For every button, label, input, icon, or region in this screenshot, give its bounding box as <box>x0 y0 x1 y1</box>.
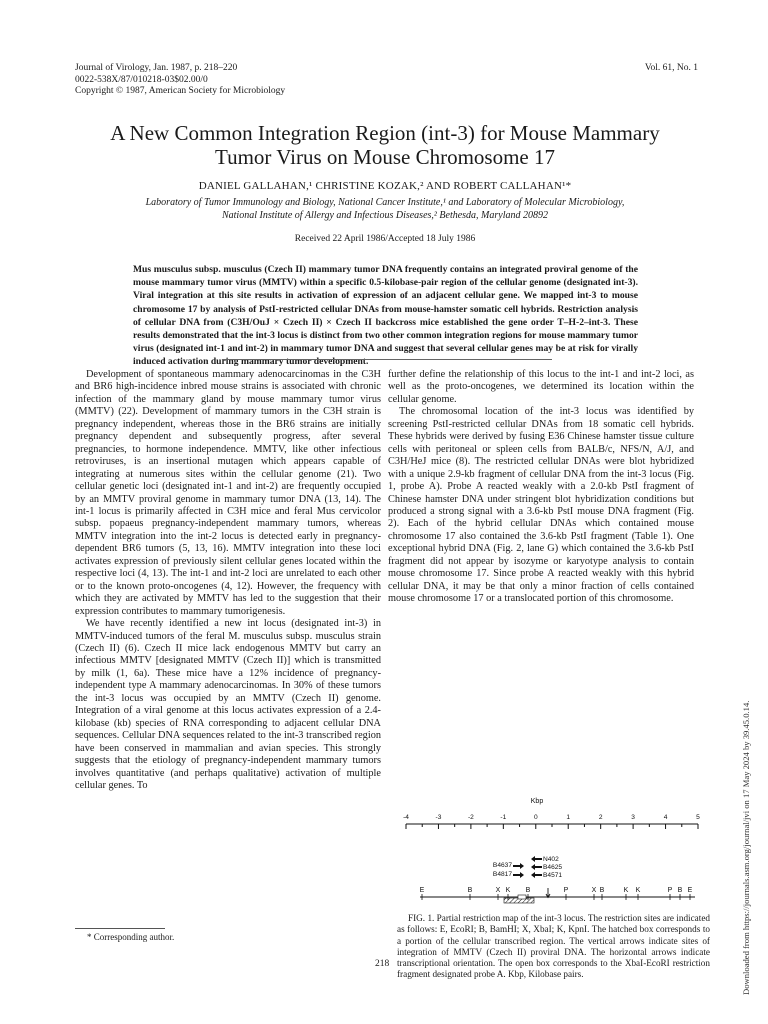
restriction-site-label: E <box>419 887 425 894</box>
restriction-site-label: X <box>591 887 597 894</box>
tick-label: 0 <box>533 814 538 821</box>
abstract: Mus musculus subsp. musculus (Czech II) mammary tumor DNA frequently contains an integrated proviral genome of the mouse mammary tumor virus (MMTV) within a specific 0.5-kilobase-pair region of the cellular genome (designated int-3). Viral integration at this site results in activation of expression of an adjacent cellular gene. We mapped int-3 to mouse chromosome 17 by analysis of PstI-restricted cellular DNAs from mouse-hamster somatic cell hybrids. Restriction analysis of cellular DNA from (C3H/OuJ × Czech II) × Czech II backcross mice established the gene order T–H-2–int-3. These results demonstrated that the int-3 locus is distinct from two other common integration regions for mouse mammary tumor virus (designated int-1 and int-2) in mammary tumor DNA and suggest that several cellular genes may be at risk for virally induced activation during mammary tumor development. <box>133 264 638 368</box>
download-watermark: Downloaded from https://journals.asm.org/journal/jvi on 17 May 2024 by 39.45.0.14. <box>741 700 751 995</box>
restriction-site-label: B <box>467 887 473 894</box>
received-date: Received 22 April 1986/Accepted 18 July 1986 <box>294 234 476 244</box>
figure-caption: FIG. 1. Partial restriction map of the int-3 locus. The restriction sites are indicated as follows: E, EcoRI; B, BamHI; X, XbaI; K, KpnI. The hatched box corresponds to a portion of the cellular transcribed region. The vertical arrows indicate sites of integration of MMTV (Czech II) proviral DNA. The horizontal arrows indicate transcriptional orientation. The open box corresponds to the XbaI-EcoRI restriction fragment designated probe A. Kbp, Kilobase pairs. <box>397 913 710 980</box>
left-arrow-icon <box>531 856 542 862</box>
right-arrow-icon <box>513 863 524 869</box>
restriction-site-label: E <box>687 887 693 894</box>
paragraph: We have recently identified a new int locus (designated int-3) in MMTV-induced tumors of the feral M. musculus subsp. musculus strain (Czech II) (6). Czech II mice lack endogenous MMTV but carry an infectious MMTV [designated MMTV (Czech II)] which is transmitted by milk (1, 6a). These mice have a 12% incidence of pregnancy-independent type A mammary adenocarcinomas. In 30% of these tumors the int-3 locus was occupied by an MMTV (Czech II) genome. Integration of a viral genome at this locus activates expression of a 2.4-kilobase (kb) species of RNA corresponding to adjacent cellular DNA sequences. Cellular DNA sequences related to the int-3 transcribed region have been conserved in mammalian and avian species. This strongly suggests that the etiology of pregnancy-independent mammary tumors involves quantitative (and perhaps qualitative) activation of multiple cellular genes. To <box>75 618 381 791</box>
axis-unit-label: Kbp <box>530 798 544 805</box>
restriction-site-label: K <box>635 887 641 894</box>
paragraph: Development of spontaneous mammary adenocarcinomas in the C3H and BR6 high-incidence inbred mouse strains is associated with chronic infection of the mammary gland by mouse mammary tumor virus (MMTV) (22). Development of mammary tumors in the C3H strain is pregnancy independent, whereas those in the BR6 strains are initially pregnancy dependent and subsequently progress, after several pregnancies, to hormone independence. MMTV, like other infectious retroviruses, is an insertional mutagen which appears capable of integrating at numerous sites within the cellular genome (21). Two cellular genetic loci (designated int-1 and int-2) are frequently occupied by an MMTV proviral genome in mammary tumor DNA (13, 14). The int-1 locus is primarily affected in C3H mice and feral Mus cervicolor subsp. popaeus pregnancy-independent mammary tumors, whereas MMTV integration into the int-2 locus is detected early in pregnancy-dependent BR6 tumors (5, 13, 16). MMTV integration into these loci activates expression of previously silent cellular genes located within the respective loci (4, 13). The int-1 and int-2 loci are unrelated to each other or to the known proto-oncogenes (4, 12). However, the frequency with which they are activated by MMTV has led to the suggestion that their expression contributes to mammary tumorigenesis. <box>75 369 381 617</box>
arrow-label-b4625: B4625 <box>543 864 563 871</box>
restriction-site-label: K <box>623 887 629 894</box>
restriction-site-label: X <box>495 887 501 894</box>
footnote: * Corresponding author. <box>87 932 175 942</box>
probe-a-box <box>518 895 526 899</box>
copyright-line: Copyright © 1987, American Society for Microbiology <box>75 86 286 96</box>
tick-label: 4 <box>663 814 668 821</box>
author-list: DANIEL GALLAHAN,¹ CHRISTINE KOZAK,² AND ROBERT CALLAHAN¹* <box>198 180 572 192</box>
body-column-left <box>75 369 381 792</box>
arrow-label-n402: N402 <box>543 856 559 863</box>
left-arrow-icon <box>531 864 542 870</box>
right-arrow-labels <box>531 856 562 879</box>
tick-label: 1 <box>566 814 571 821</box>
figure-1-restriction-map <box>388 795 708 905</box>
integration-site-arrow-icon <box>546 888 550 898</box>
volume-number: Vol. 61, No. 1 <box>644 63 698 73</box>
paragraph: further define the relationship of this locus to the int-1 and int-2 loci, as well as the proto-oncogenes, we determined its location within the cellular genome. <box>388 369 694 405</box>
article-title <box>40 121 730 169</box>
title-line-2: Tumor Virus on Mouse Chromosome 17 <box>214 145 556 169</box>
arrow-label-b4817: B4817 <box>492 871 512 878</box>
affiliations <box>70 196 700 222</box>
body-column-right <box>388 369 694 606</box>
tick-label: -1 <box>500 814 507 821</box>
journal-citation: Journal of Virology, Jan. 1987, p. 218–220 <box>75 63 238 73</box>
right-arrow-icon <box>513 872 524 878</box>
journal-header <box>75 63 285 98</box>
affiliation-line-2: National Institute of Allergy and Infectious Diseases,² Bethesda, Maryland 20892 <box>221 210 548 221</box>
restriction-site-label: K <box>505 887 511 894</box>
abstract-divider <box>222 359 552 360</box>
restriction-site-label: B <box>677 887 683 894</box>
tick-label: -3 <box>435 814 442 821</box>
tick-label: -2 <box>467 814 474 821</box>
page-number: 218 <box>375 959 390 969</box>
footnote-divider <box>75 928 165 929</box>
left-arrow-icon <box>531 872 542 878</box>
tick-label: 5 <box>696 814 700 821</box>
restriction-site-label: B <box>525 887 531 894</box>
restriction-site-label: B <box>599 887 605 894</box>
affiliation-line-1: Laboratory of Tumor Immunology and Biology, National Cancer Institute,¹ and Laboratory of Molecular Microbiology, <box>145 197 625 208</box>
left-arrow-labels <box>493 862 524 878</box>
tick-label: 2 <box>598 814 603 821</box>
tick-label: -4 <box>403 814 409 821</box>
journal-code: 0022-538X/87/010218-03$02.00/0 <box>75 74 208 85</box>
paragraph: The chromosomal location of the int-3 locus was identified by screening PstI-restricted cellular DNAs from 18 somatic cell hybrids. These hybrids were derived by fusing E36 Chinese hamster tissue culture cells with peritoneal or spleen cells from BALB/c, NFS/N, A/J, and C3H/HeJ mice (8). The restricted cellular DNAs were blot hybridized with a unique 2.9-kb fragment of cellular DNA from the int-3 locus (Fig. 1, probe A). Probe A reacted weakly with a 2.0-kb PstI fragment of Chinese hamster DNA under stringent blot hybridization conditions but produced a strong signal with a 3.6-kb PstI mouse DNA fragment (Fig. 2). Each of the hybrid cellular DNAs which contained mouse chromosome 17 also contained the 3.6-kb PstI fragment (Table 1). One exceptional hybrid DNA (Fig. 2, lane G) which contained the 3.6-kb PstI fragment did not appear by isozyme or karyotype analysis to contain mouse chromosome 17. Since probe A reacted weakly with this hybrid cellular DNA, it may be that only a minor fraction of cells contained mouse chromosome 17 or a translocated portion of this chromosome. <box>388 406 694 605</box>
restriction-site-label: P <box>667 887 673 894</box>
tick-label: 3 <box>631 814 635 821</box>
title-line-1: A New Common Integration Region (int-3) for Mouse Mammary <box>110 121 660 145</box>
scale-ticks <box>403 814 700 829</box>
restriction-site-label: P <box>563 887 569 894</box>
restriction-site-labels <box>420 887 693 894</box>
arrow-label-b4571: B4571 <box>543 872 563 879</box>
arrow-label-b4637: B4637 <box>492 862 512 869</box>
